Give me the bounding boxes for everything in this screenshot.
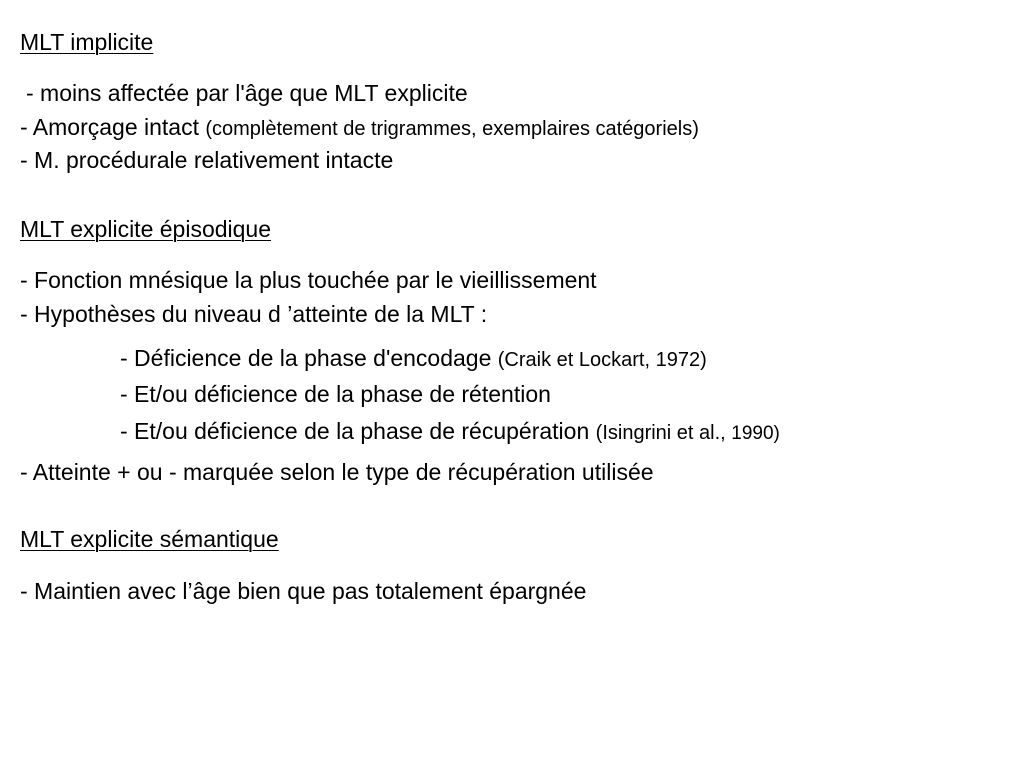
implicit-line-procedural: - M. procédurale relativement intacte bbox=[20, 147, 394, 173]
episodic-sub-encoding bbox=[120, 344, 707, 374]
episodic-sub-retrieval bbox=[120, 417, 780, 448]
implicit-line-age: - moins affectée par l'âge que MLT explicite bbox=[26, 80, 468, 106]
encoding-main: - Déficience de la phase d'encodage bbox=[120, 345, 498, 371]
section-title-semantic: MLT explicite sémantique bbox=[20, 526, 279, 552]
retrieval-main: - Et/ou déficience de la phase de récupération bbox=[120, 418, 596, 444]
retrieval-note-b: 1990) bbox=[731, 423, 780, 444]
retrieval-note-a: (Isingrini et al., bbox=[595, 422, 732, 444]
encoding-note: (Craik et Lockart, 1972) bbox=[497, 349, 707, 371]
episodic-line-hypotheses: - Hypothèses du niveau d ’atteinte de la MLT : bbox=[20, 301, 488, 327]
implicit-priming-note: (complètement de trigrammes, exemplaires catégoriels) bbox=[205, 118, 699, 140]
implicit-line-priming bbox=[20, 113, 699, 143]
section-title-implicit: MLT implicite bbox=[20, 29, 154, 55]
episodic-line-retrieval-type: - Atteinte + ou - marquée selon le type de récupération utilisée bbox=[20, 459, 654, 485]
semantic-line-maintenance: - Maintien avec l’âge bien que pas totalement épargnée bbox=[20, 578, 587, 604]
episodic-line-function: - Fonction mnésique la plus touchée par le vieillissement bbox=[20, 267, 597, 293]
section-title-episodic: MLT explicite épisodique bbox=[20, 216, 272, 242]
episodic-sub-retention: - Et/ou déficience de la phase de rétention bbox=[120, 381, 551, 407]
implicit-priming-main: - Amorçage intact bbox=[20, 114, 206, 140]
